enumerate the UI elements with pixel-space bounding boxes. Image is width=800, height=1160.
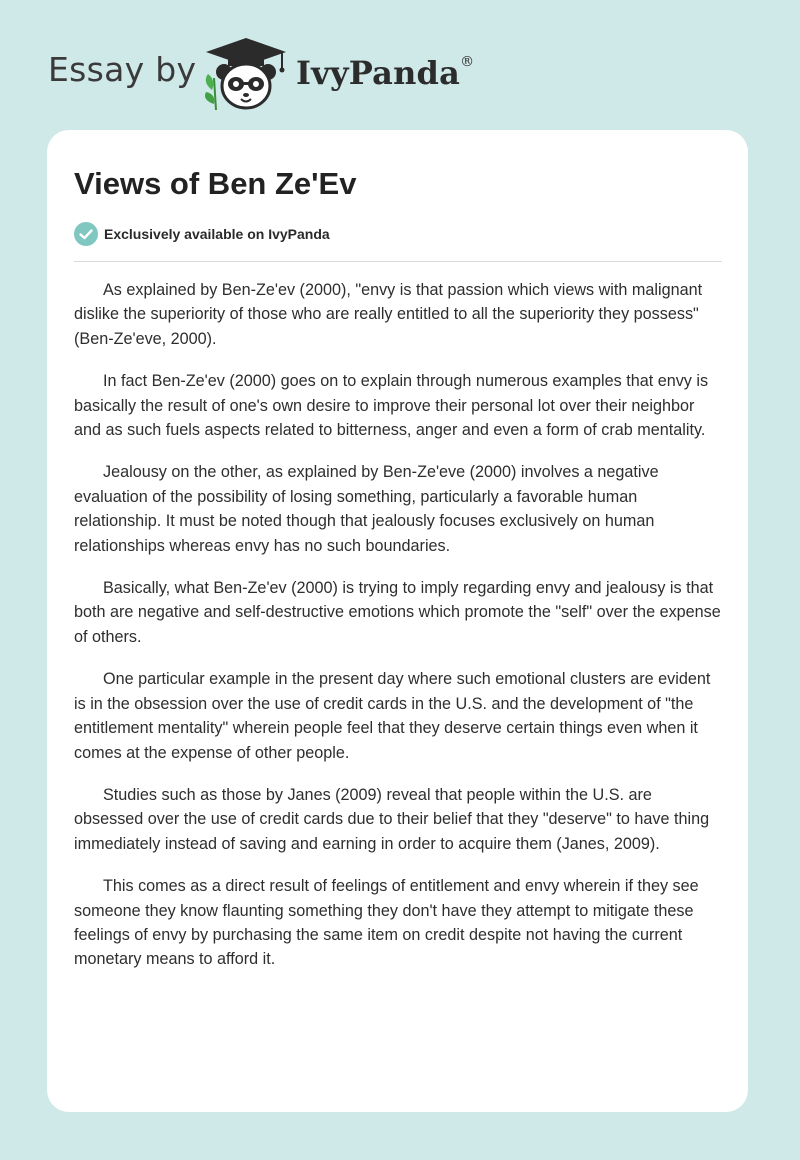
paragraph: Studies such as those by Janes (2009) reveal that people within the U.S. are obsessed over the use of credit cards due to their belief that they "deserve" to have thing immediately instead of saving and earning in order to acquire them (Janes, 2009).: [74, 785, 710, 853]
paragraph: Basically, what Ben-Ze'ev (2000) is trying to imply regarding envy and jealousy is that both are negative and self-destructive emotions which promote the "self" over the expense of others.: [74, 579, 721, 646]
paragraph: Jealousy on the other, as explained by Ben-Ze'eve (2000) involves a negative evaluation of the possibility of losing something, particularly a favorable human relationship. It must be noted though that jealously focuses exclusively on human relationships whereas envy has no such boundaries.: [74, 463, 659, 555]
registered-mark: ®: [460, 54, 475, 71]
site-header: [0, 0, 800, 130]
check-circle-icon: [74, 222, 98, 246]
exclusive-badge: [74, 222, 330, 246]
paragraph: This comes as a direct result of feelings of entitlement and envy wherein if they see someone they know flaunting something they don't have they attempt to mitigate these feelings of envy by purchasing the same item on credit despite not having the current monetary means to afford it.: [74, 877, 699, 969]
paragraph: As explained by Ben-Ze'ev (2000), "envy is that passion which views with malignant dislike the superiority of those who are really entitled to all the superiority they possess" (Ben-Ze'eve, 2000).: [74, 281, 703, 348]
brand-logo[interactable]: [296, 54, 474, 92]
exclusive-label: Exclusively available on IvyPanda: [104, 226, 330, 242]
brand-name: IvyPanda: [296, 54, 461, 92]
essay-by-label: Essay by: [48, 50, 197, 89]
essay-card: [47, 130, 748, 1112]
paragraph: In fact Ben-Ze'ev (2000) goes on to explain through numerous examples that envy is basically the result of one's own desire to improve their personal lot over their neighbor and as such fuels aspects related to bitterness, anger and even a form of crab mentality.: [74, 372, 709, 440]
divider: [74, 261, 722, 262]
paragraph: One particular example in the present day where such emotional clusters are evident is in the obsession over the use of credit cards in the U.S. and the development of "the entitlement mentality" wherein people feel that they deserve certain things even when it comes at the expense of other people.: [74, 670, 711, 762]
page-title: Views of Ben Ze'Ev: [74, 166, 357, 201]
essay-body: [74, 278, 724, 990]
panda-graduate-icon[interactable]: [198, 34, 294, 114]
